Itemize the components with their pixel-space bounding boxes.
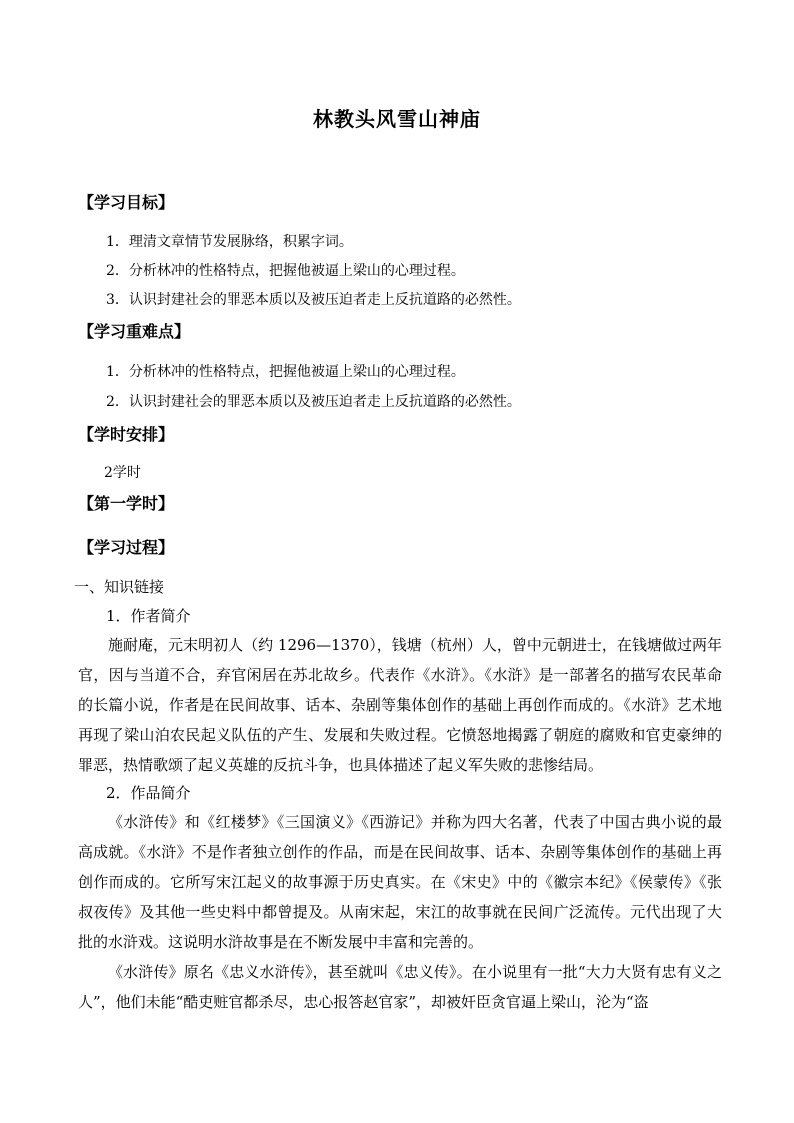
- paragraph-author: 施耐庵，元末明初人（约 1296—1370），钱塘（杭州）人，曾中元朝进士，在钱塘做过两年官，因与当道不合，弃官闲居在苏北故乡。代表作《水浒》。《水浒》是一部著名的描写农民革命的长篇小说，作者是在民间故事、话本、杂剧等集体创作的基础上再创作而成的。《水浒》艺术地再现了梁山泊农民起义队伍的产生、发展和失败过程。它愤怒地揭露了朝庭的腐败和官吏豪绅的罪恶，热情歌颂了起义英雄的反抗斗争，也具体描述了起义军失败的悲惨结局。: [78, 636, 722, 774]
- objective-item: 1．理清文章情节发展脉络，积累字词。: [106, 234, 353, 250]
- subheading-author: 1．作者简介: [106, 607, 191, 625]
- key-point-item: 2．认识封建社会的罪恶本质以及被压迫者走上反抗道路的必然性。: [106, 394, 521, 410]
- objective-item: 2．分析林冲的性格特点，把握他被逼上梁山的心理过程。: [106, 263, 465, 279]
- section-part-1: 一、知识链接: [74, 578, 165, 596]
- heading-process: 【学习过程】: [78, 538, 175, 557]
- schedule-value: 2学时: [104, 465, 141, 481]
- heading-objectives: 【学习目标】: [78, 193, 175, 212]
- page-title: 林教头风雪山神庙: [313, 107, 481, 131]
- paragraph-title-origin: 《水浒传》原名《忠义水浒传》，甚至就叫《忠义传》。在小说里有一批“大力大贤有忠有义之人”，他们未能“酷吏赃官都杀尽，忠心报答赵官家”，却被奸臣贪官逼上梁山，沦为“盗: [78, 963, 722, 1011]
- heading-key-points: 【学习重难点】: [78, 322, 191, 341]
- heading-first-period: 【第一学时】: [78, 494, 175, 513]
- subheading-work: 2．作品简介: [106, 784, 191, 802]
- paragraph-work: 《水浒传》和《红楼梦》《三国演义》《西游记》并称为四大名著，代表了中国古典小说的最高成就。《水浒》不是作者独立创作的作品，而是在民间故事、话本、杂剧等集体创作的基础上再创作而成的。它所写宋江起义的故事源于历史真实。在《宋史》中的《徽宗本纪》《侯蒙传》《张叔夜传》及其他一些史料中都曾提及。从南宋起，宋江的故事就在民间广泛流传。元代出现了大批的水浒戏。这说明水浒故事是在不断发展中丰富和完善的。: [78, 813, 722, 951]
- heading-schedule: 【学时安排】: [78, 425, 175, 444]
- key-point-item: 1．分析林冲的性格特点，把握他被逼上梁山的心理过程。: [106, 364, 465, 380]
- objective-item: 3．认识封建社会的罪恶本质以及被压迫者走上反抗道路的必然性。: [106, 292, 521, 308]
